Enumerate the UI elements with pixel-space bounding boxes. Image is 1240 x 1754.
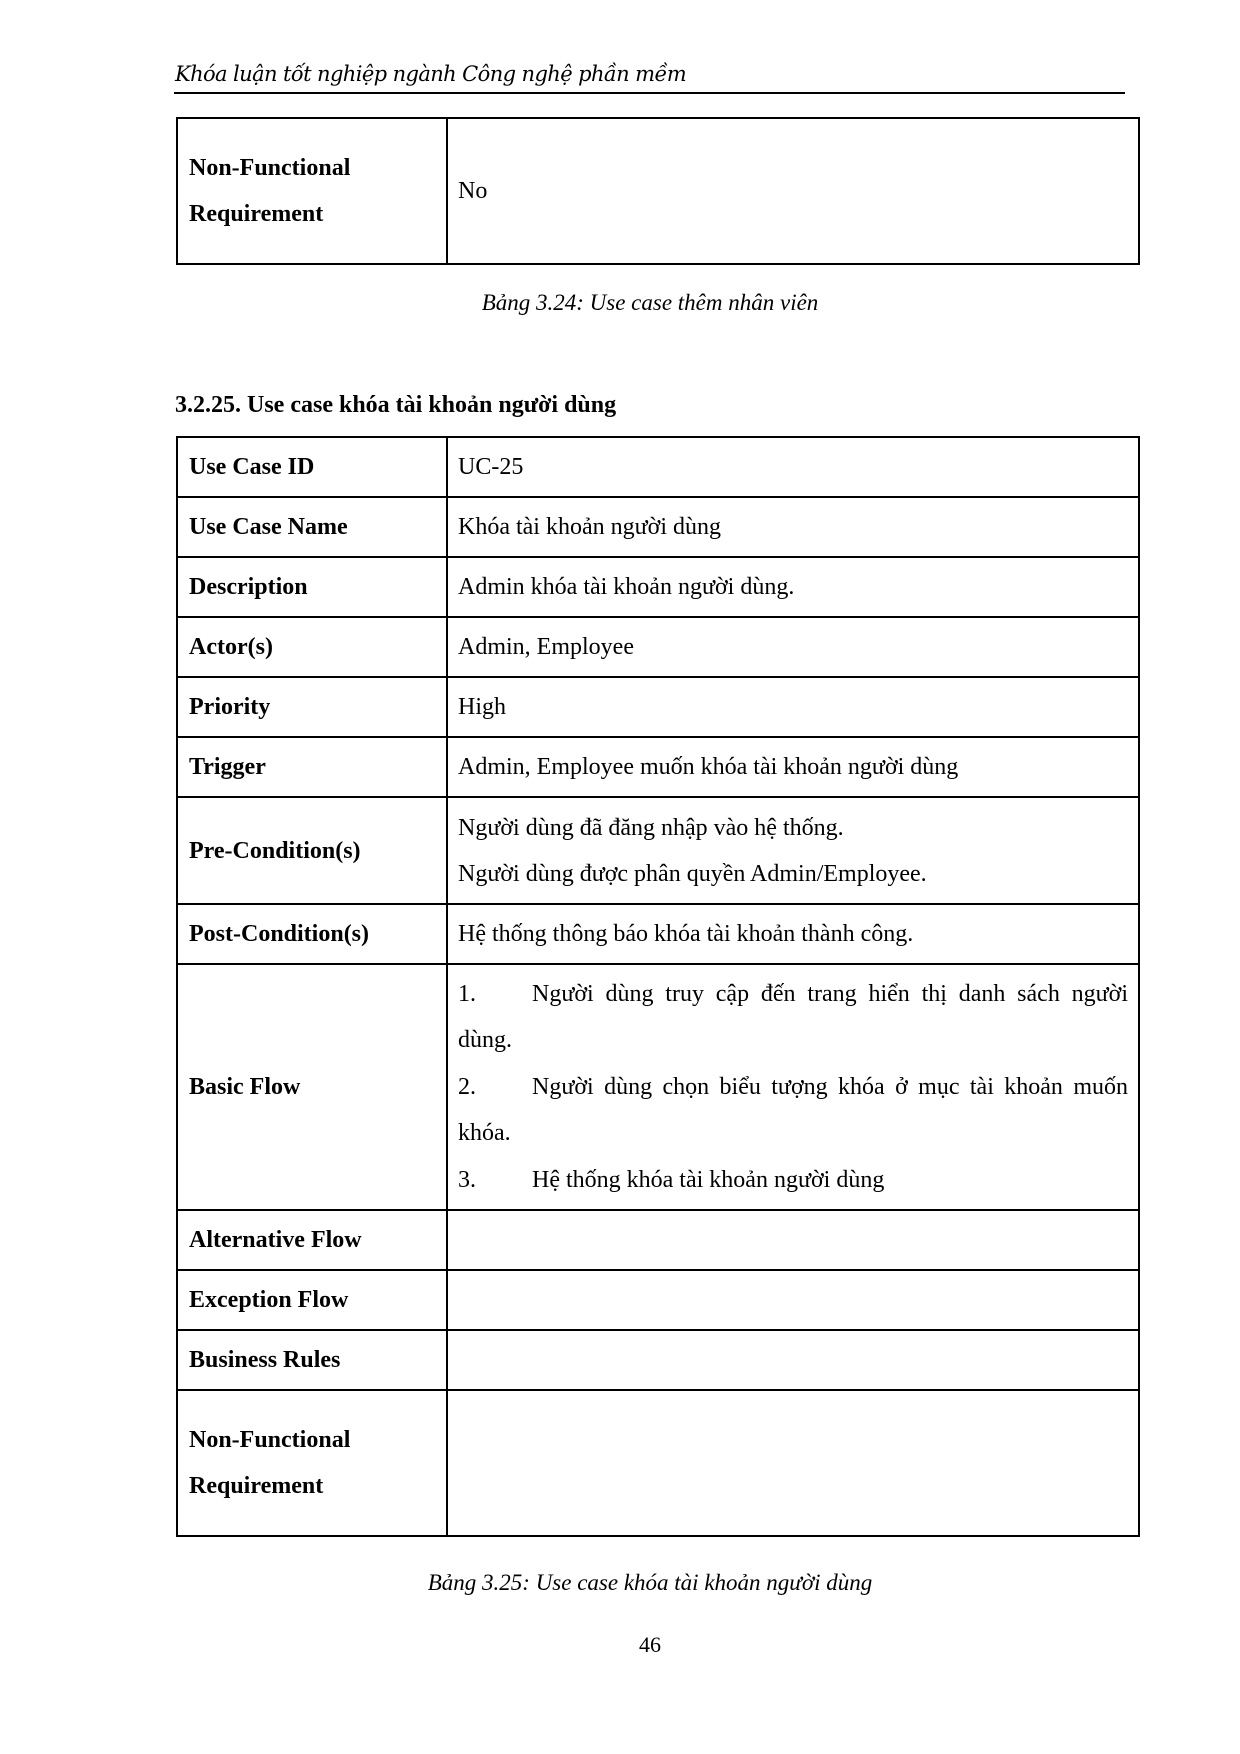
table-row [177,1390,1139,1536]
row-key [177,118,447,264]
row-key: Basic Flow [177,964,447,1210]
row-value: UC-25 [447,437,1139,497]
row-key: Description [177,557,447,617]
row-key: Business Rules [177,1330,447,1390]
value-line: Người dùng được phân quyền Admin/Employee. [458,860,927,887]
row-value: Admin, Employee muốn khóa tài khoản người dùng [447,737,1139,797]
row-key: Alternative Flow [177,1210,447,1270]
flow-step [458,1064,1128,1157]
row-value: Hệ thống thông báo khóa tài khoản thành công. [447,904,1139,964]
table-row [177,677,1139,737]
use-case-table [176,436,1140,1537]
flow-step [458,1157,1128,1204]
row-key: Actor(s) [177,617,447,677]
table-row [177,118,1139,264]
table-row [177,797,1139,904]
table-row [177,557,1139,617]
table-caption: Bảng 3.24: Use case thêm nhân viên [481,290,819,315]
row-key: Pre-Condition(s) [177,797,447,904]
row-value [447,1270,1139,1330]
row-value: No [447,118,1139,264]
row-value: High [447,677,1139,737]
row-value [447,1210,1139,1270]
step-number: 2. [458,1073,476,1100]
row-key: Use Case ID [177,437,447,497]
row-key: Priority [177,677,447,737]
prev-table [176,117,1140,265]
row-value [447,1330,1139,1390]
row-key: Trigger [177,737,447,797]
table-row [177,497,1139,557]
row-value [447,1390,1139,1536]
table-row [177,737,1139,797]
row-value [447,797,1139,904]
table-row [177,1330,1139,1390]
step-text: Người dùng chọn biểu tượng khóa ở mục tài khoản muốn khóa. [458,1073,1128,1147]
key-line: Requirement [189,201,324,227]
table-row [177,617,1139,677]
table-row [177,437,1139,497]
table-caption: Bảng 3.25: Use case khóa tài khoản người dùng [427,1570,873,1595]
table-row [177,904,1139,964]
row-value: Khóa tài khoản người dùng [447,497,1139,557]
row-key [177,1390,447,1536]
step-number: 3. [458,1166,476,1193]
section-title: 3.2.25. Use case khóa tài khoản người dùng [175,392,617,418]
row-value [447,964,1139,1210]
table-row [177,1270,1139,1330]
table-row [177,964,1139,1210]
key-line: Non-Functional [189,155,351,181]
row-value: Admin, Employee [447,617,1139,677]
key-line: Requirement [189,1473,324,1499]
step-text: Hệ thống khóa tài khoản người dùng [532,1166,885,1193]
row-key: Exception Flow [177,1270,447,1330]
step-text: Người dùng truy cập đến trang hiển thị danh sách người dùng. [458,980,1128,1054]
header-rule [174,92,1125,94]
step-number: 1. [458,980,476,1007]
row-key: Use Case Name [177,497,447,557]
row-value: Admin khóa tài khoản người dùng. [447,557,1139,617]
row-key: Post-Condition(s) [177,904,447,964]
table-row [177,1210,1139,1270]
key-line: Non-Functional [189,1427,351,1453]
page-number: 46 [639,1632,661,1657]
flow-step [458,971,1128,1064]
value-line: Người dùng đã đăng nhập vào hệ thống. [458,814,844,841]
running-header: Khóa luận tốt nghiệp ngành Công nghệ phần mềm [175,62,687,86]
